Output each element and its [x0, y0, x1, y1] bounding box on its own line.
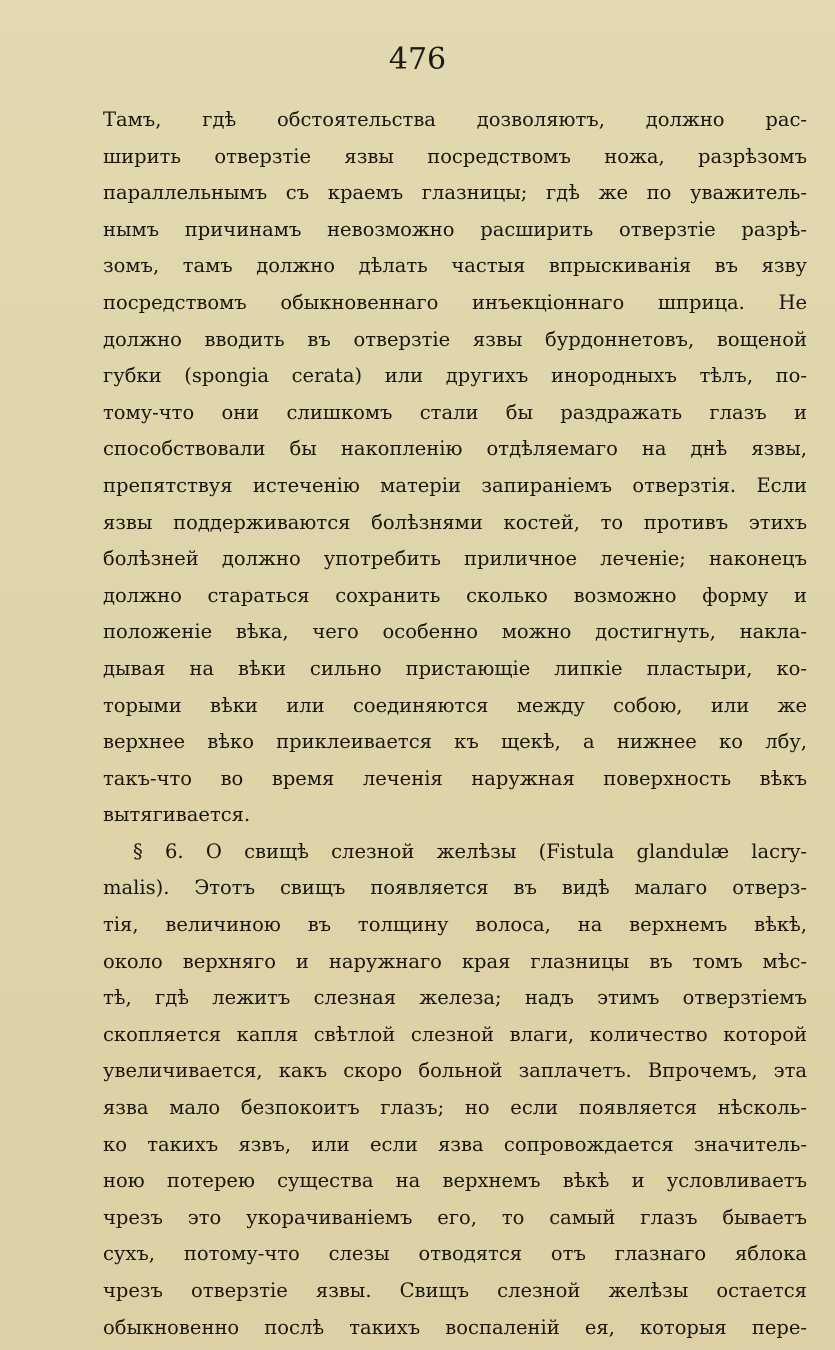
text-line: дывая на вѣки сильно пристающіе липкіе пластыри, ко-: [103, 656, 807, 680]
text-line: тому-что они слишкомъ стали бы раздражать глазъ и: [103, 400, 807, 424]
text-line: malis). Этотъ свищъ появляется въ видѣ малаго отверз-: [103, 876, 807, 900]
text-line: нымъ причинамъ невозможно расширить отверзтіе разрѣ-: [103, 217, 807, 241]
text-line: верхнее вѣко приклеивается къ щекѣ, а нижнее ко лбу,: [103, 730, 807, 754]
text-line: язвы поддерживаются болѣзнями костей, то противъ этихъ: [103, 510, 807, 534]
text-line: зомъ, тамъ должно дѣлать частыя впрыскиванія въ язву: [103, 254, 807, 278]
text-line: препятствуя истеченію матеріи запираніемъ отверзтія. Если: [103, 473, 807, 497]
text-line: такъ-что во время леченія наружная поверхность вѣкъ: [103, 766, 807, 790]
text-line: сухъ, потому-что слезы отводятся отъ глазнаго яблока: [103, 1242, 807, 1266]
text-line: обыкновенно послѣ такихъ воспаленій ея, которыя пере-: [103, 1315, 807, 1339]
text-line: губки (spongia cerata) или другихъ инородныхъ тѣлъ, по-: [103, 364, 807, 388]
text-line: чрезъ это укорачиваніемъ его, то самый глазъ бываетъ: [103, 1205, 807, 1229]
text-line: параллельнымъ съ краемъ глазницы; гдѣ же по уважитель-: [103, 181, 807, 205]
text-line: способствовали бы накопленію отдѣляемаго на днѣ язвы,: [103, 437, 807, 461]
text-line: болѣзней должно употребить приличное леченіе; наконецъ: [103, 547, 807, 571]
text-line: ширить отверзтіе язвы посредствомъ ножа, разрѣзомъ: [103, 144, 807, 168]
paragraph-end-line: вытягивается.: [103, 803, 251, 827]
text-line: торыми вѣки или соединяются между собою, или же: [103, 693, 807, 717]
text-line: скопляется капля свѣтлой слезной влаги, количество которой: [103, 1022, 807, 1046]
page-body: [103, 102, 807, 1346]
section-heading-line: § 6. О свищѣ слезной желѣзы (Fistula glandulæ lacry-: [133, 839, 807, 863]
text-line: язва мало безпокоитъ глазъ; но если появляется нѣсколь-: [103, 1096, 807, 1120]
text-line: тѣ, гдѣ лежитъ слезная железа; надъ этимъ отверзтіемъ: [103, 986, 807, 1010]
text-line: ною потерею существа на верхнемъ вѣкѣ и условливаетъ: [103, 1169, 807, 1193]
text-line: чрезъ отверзтіе язвы. Свищъ слезной желѣзы остается: [103, 1279, 807, 1302]
page-number: 476: [388, 42, 447, 77]
text-line: посредствомъ обыкновеннаго инъекціоннаго шприца. Не: [103, 290, 807, 314]
text-line: должно вводить въ отверзтіе язвы бурдоннетовъ, вощеной: [103, 327, 807, 351]
text-line: должно стараться сохранить сколько возможно форму и: [103, 583, 807, 607]
text-line: увеличивается, какъ скоро больной заплачетъ. Впрочемъ, эта: [103, 1059, 807, 1083]
text-line: тія, величиною въ толщину волоса, на верхнемъ вѣкѣ,: [103, 913, 807, 937]
text-line: ко такихъ язвъ, или если язва сопровождается значитель-: [103, 1132, 807, 1156]
text-line: около верхняго и наружнаго края глазницы въ томъ мѣс-: [103, 949, 807, 973]
text-line: положеніе вѣка, чего особенно можно достигнуть, накла-: [103, 620, 807, 644]
text-line: Тамъ, гдѣ обстоятельства дозволяютъ, должно рас-: [103, 108, 807, 131]
